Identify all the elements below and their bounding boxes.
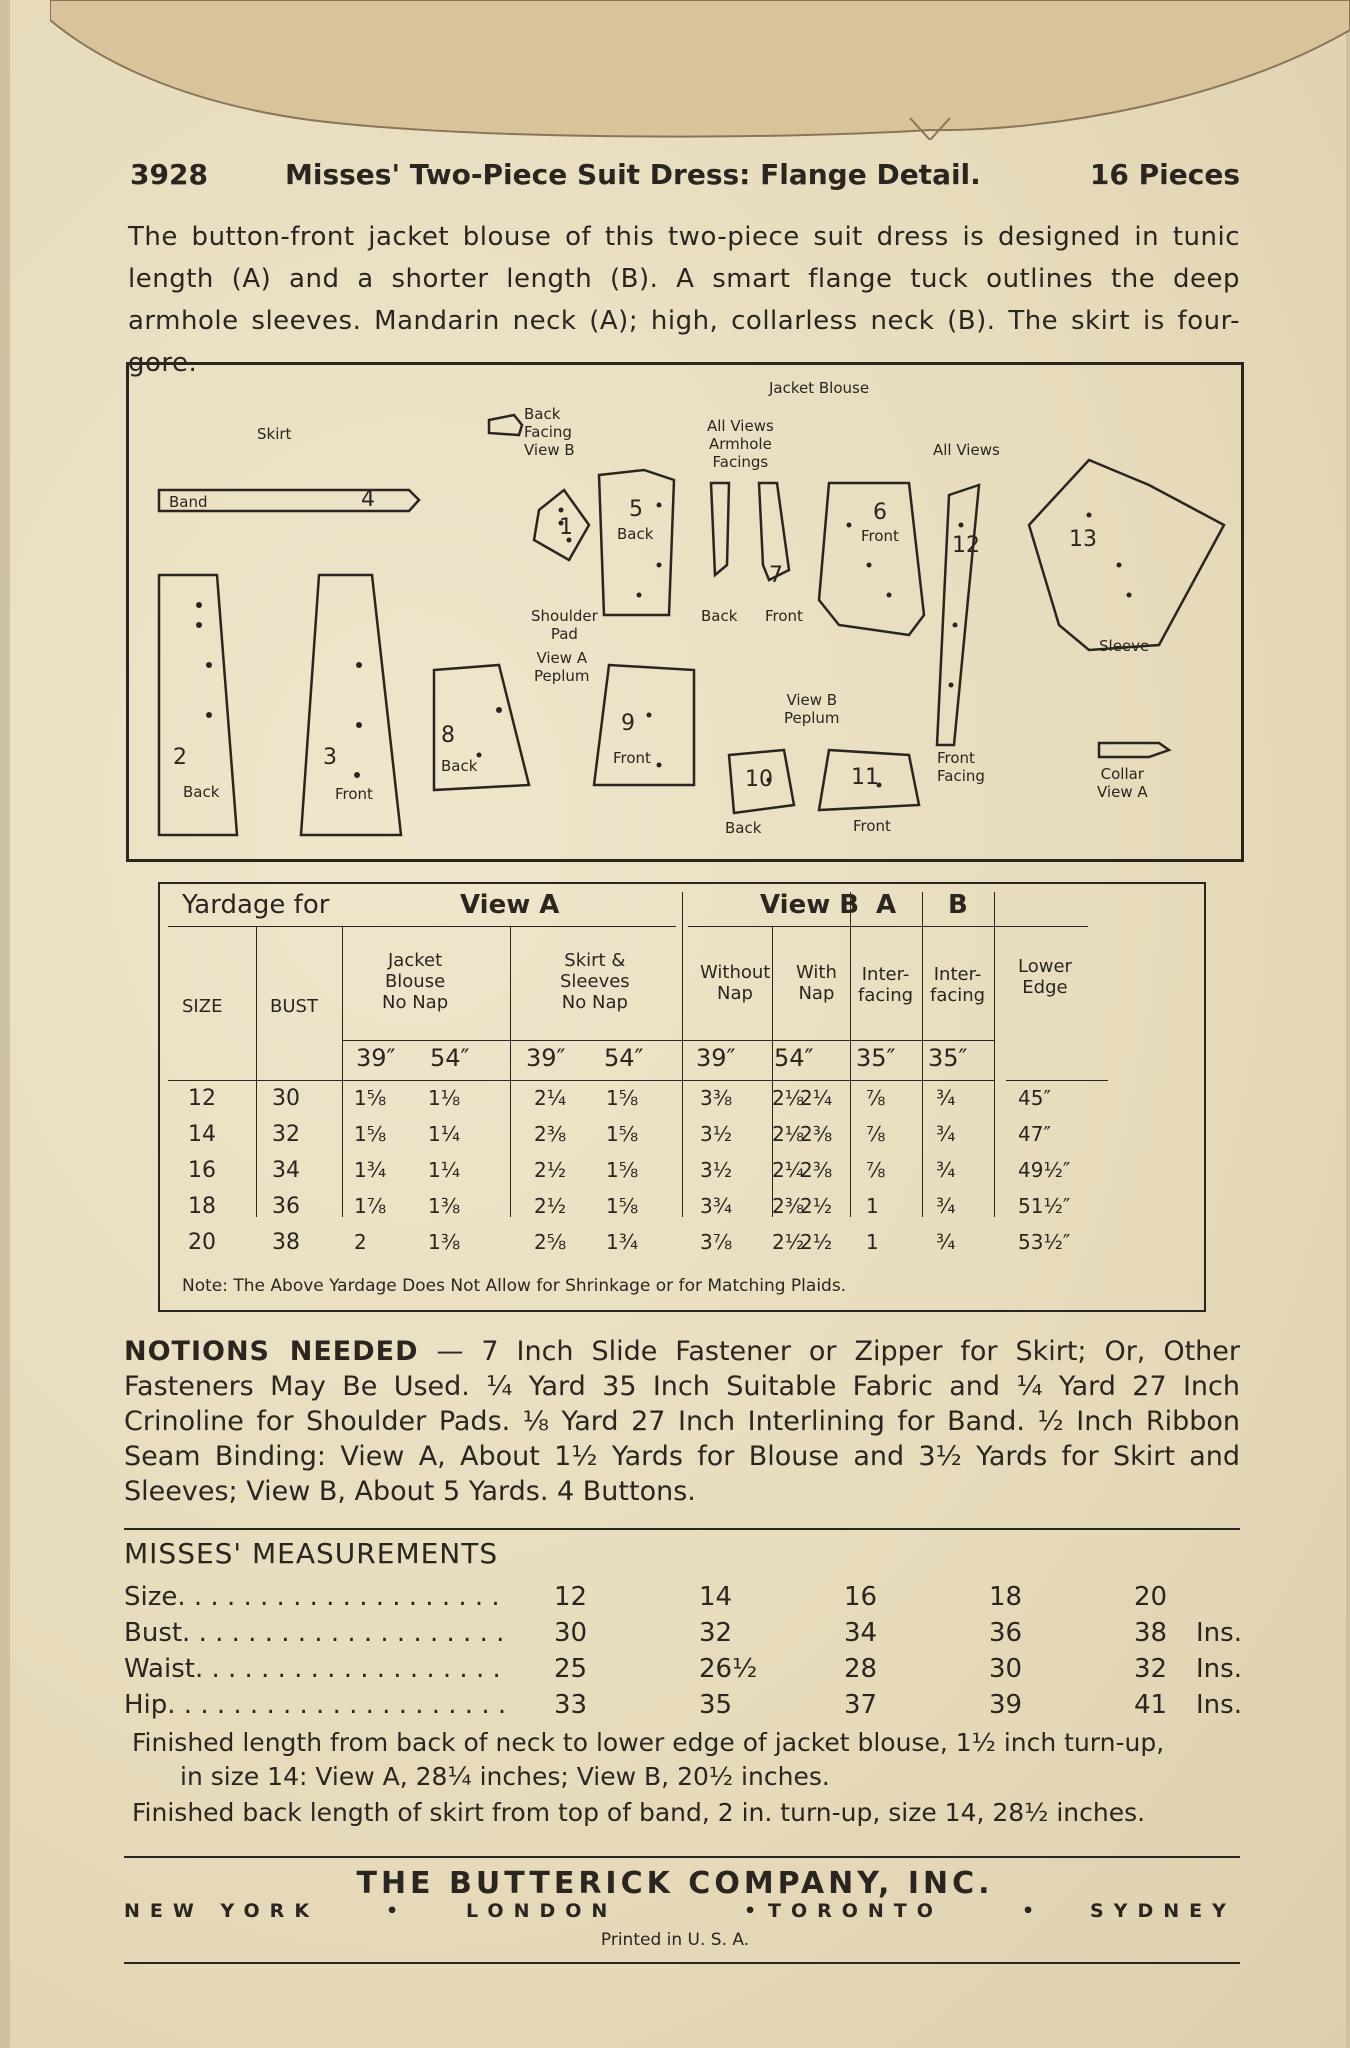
measurement-value: 30 — [554, 1618, 588, 1648]
col-lower-edge: Lower Edge — [1018, 956, 1072, 998]
yardage-cell: ¾ — [936, 1086, 956, 1110]
measurement-label: Bust. . . . . . . . . . . . . . . . . . . . — [124, 1618, 505, 1648]
notions-text: — 7 Inch Slide Fastener or Zipper for Skirt; Or, Other Fasteners May Be Used. ¼ Yard 35 Inch Suitable Fabric and ¼ Yard 27 Inch Crinoline for Shoulder Pads. ⅛ Yard 27 Inch Interlining for Band. ½ Inch Ribbon Seam Binding: View A, About 1½ Yards for Blouse and 3½ Yards for Skirt and Sleeves; View B, About 5 Yards. 4 Buttons. — [124, 1336, 1240, 1507]
measurement-label: Size. . . . . . . . . . . . . . . . . . . . — [124, 1582, 500, 1612]
measurement-value: 32 — [699, 1618, 733, 1648]
yardage-cell: 1¼ — [428, 1158, 461, 1182]
yardage-cell: 2½ — [534, 1158, 567, 1182]
label-peplum-b: View B Peplum — [784, 691, 840, 727]
label-peplum-b-back: Back — [725, 819, 762, 837]
yardage-cell: 1⅝ — [606, 1122, 639, 1146]
label-peplum-b-front: Front — [853, 817, 891, 835]
width-2: 54″ — [430, 1044, 470, 1072]
label-skirt-front: Front — [335, 785, 373, 803]
yardage-cell: 2⅝ — [534, 1230, 567, 1254]
col-without-nap: Without Nap — [700, 962, 771, 1004]
pattern-pieces-diagram — [126, 362, 1244, 862]
piece-armhole-back — [711, 483, 729, 575]
city-bullet: • — [744, 1900, 767, 1922]
measurement-label: Hip. . . . . . . . . . . . . . . . . . . . . — [124, 1690, 507, 1720]
num-front-facing: 12 — [952, 533, 980, 558]
yardage-cell: ⅞ — [866, 1122, 886, 1146]
pieces-drawing — [129, 365, 1241, 859]
notions-heading: NOTIONS NEEDED — [124, 1336, 419, 1367]
label-peplum-a-back: Back — [441, 757, 478, 775]
measurement-unit: Ins. — [1196, 1690, 1242, 1720]
yardage-cell: 1⅜ — [428, 1194, 461, 1218]
yardage-cell: 1⅞ — [354, 1194, 387, 1218]
yardage-cell: 18 — [188, 1194, 216, 1219]
yardage-cell: 3⅞ — [700, 1230, 733, 1254]
yardage-cell: 3½ — [700, 1122, 733, 1146]
yardage-cell: ¾ — [936, 1194, 956, 1218]
view-a-header: View A — [460, 890, 560, 920]
piece-front-facing — [937, 485, 979, 745]
city-london: LONDON — [466, 1900, 618, 1922]
yardage-cell: 1¾ — [354, 1158, 387, 1182]
yardage-cell: 1 — [866, 1194, 879, 1218]
yardage-cell: 32 — [272, 1122, 300, 1147]
city-sydney: SYDNEY — [1090, 1900, 1236, 1922]
col-with-nap: With Nap — [796, 962, 837, 1004]
yardage-cell: 49½″ — [1018, 1158, 1071, 1182]
label-armhole-back: Back — [701, 607, 738, 625]
measurement-value: 14 — [699, 1582, 733, 1612]
yardage-cell: 2¼ — [772, 1158, 805, 1182]
measurement-value: 25 — [554, 1654, 588, 1684]
yardage-cell: 2¼ — [534, 1086, 567, 1110]
label-skirt: Skirt — [257, 425, 292, 443]
yardage-cell: 3½ — [700, 1158, 733, 1182]
piece-peplum-a-front — [594, 665, 694, 785]
label-armhole-front: Front — [765, 607, 803, 625]
finished-length-1a: Finished length from back of neck to lower edge of jacket blouse, 1½ inch turn-up, — [132, 1728, 1165, 1757]
col-interfacing-a: Inter- facing — [858, 964, 914, 1006]
num-blouse-back: 5 — [629, 497, 643, 522]
yardage-cell: 1⅝ — [354, 1086, 387, 1110]
piece-count: 16 Pieces — [1089, 158, 1240, 191]
measurement-unit: Ins. — [1196, 1654, 1242, 1684]
yardage-cell: ¾ — [936, 1122, 956, 1146]
num-shoulder-pad: 1 — [559, 515, 573, 540]
width-1: 39″ — [356, 1044, 396, 1072]
measurement-value: 38 — [1134, 1618, 1168, 1648]
label-collar: Collar View A — [1097, 765, 1148, 801]
yardage-cell: 2½ — [800, 1194, 833, 1218]
col-bust: BUST — [270, 996, 318, 1017]
num-peplum-b-front: 11 — [851, 765, 879, 790]
label-back-facing: Back Facing View B — [524, 405, 575, 459]
yardage-table — [158, 882, 1206, 1312]
label-armhole-facings: All Views Armhole Facings — [707, 417, 774, 471]
num-skirt-front: 3 — [323, 745, 337, 770]
num-blouse-front: 6 — [873, 500, 887, 525]
measurement-row — [124, 1690, 1244, 1724]
label-skirt-back: Back — [183, 783, 220, 801]
width-8: 35″ — [856, 1044, 896, 1072]
piece-sleeve — [1029, 460, 1224, 650]
width-4: 54″ — [604, 1044, 644, 1072]
pattern-header — [130, 158, 1240, 198]
piece-collar — [1099, 743, 1169, 757]
yardage-cell: 1⅝ — [606, 1158, 639, 1182]
col-b-header: B — [948, 890, 968, 920]
yardage-cell: 2⅜ — [772, 1194, 805, 1218]
measurement-value: 32 — [1134, 1654, 1168, 1684]
yardage-cell: 30 — [272, 1086, 300, 1111]
yardage-cell: 16 — [188, 1158, 216, 1183]
yardage-title: Yardage for — [182, 890, 330, 920]
pattern-number: 3928 — [130, 158, 208, 191]
measurement-value: 36 — [989, 1618, 1023, 1648]
piece-blouse-front — [819, 483, 924, 635]
col-a-header: A — [876, 890, 897, 920]
measurement-value: 28 — [844, 1654, 878, 1684]
yardage-cell: 2⅜ — [800, 1158, 833, 1182]
envelope-flap — [50, 0, 1350, 140]
col-interfacing-b: Inter- facing — [930, 964, 986, 1006]
measurement-row — [124, 1582, 1244, 1616]
yardage-cell: 1⅜ — [428, 1230, 461, 1254]
label-jacket-blouse: Jacket Blouse — [769, 379, 870, 397]
yardage-cell: 1 — [866, 1230, 879, 1254]
label-blouse-front: Front — [861, 527, 899, 545]
measurement-value: 18 — [989, 1582, 1023, 1612]
width-6: 54″ — [774, 1044, 814, 1072]
measurement-value: 20 — [1134, 1582, 1168, 1612]
num-band: 4 — [361, 487, 375, 512]
measurement-value: 12 — [554, 1582, 588, 1612]
num-sleeve: 13 — [1069, 527, 1097, 552]
label-peplum-a: View A Peplum — [534, 649, 590, 685]
divider — [124, 1856, 1240, 1858]
yardage-cell: ⅞ — [866, 1086, 886, 1110]
finished-length-2: Finished back length of skirt from top of band, 2 in. turn-up, size 14, 28½ inches. — [132, 1798, 1146, 1827]
yardage-note: Note: The Above Yardage Does Not Allow for Shrinkage or for Matching Plaids. — [182, 1276, 847, 1296]
measurement-row — [124, 1654, 1244, 1688]
divider — [124, 1528, 1240, 1530]
measurement-value: 33 — [554, 1690, 588, 1720]
measurement-label: Waist. . . . . . . . . . . . . . . . . . . — [124, 1654, 501, 1684]
city-bullet: • — [386, 1900, 409, 1922]
num-skirt-back: 2 — [173, 745, 187, 770]
label-band: Band — [169, 493, 208, 511]
company-cities — [124, 1900, 1240, 1926]
yardage-cell: 36 — [272, 1194, 300, 1219]
city-toronto: TORONTO — [768, 1900, 943, 1922]
city-bullet: • — [1022, 1900, 1045, 1922]
col-size: SIZE — [182, 996, 223, 1017]
width-3: 39″ — [526, 1044, 566, 1072]
yardage-cell: 1¾ — [606, 1230, 639, 1254]
pattern-description: The button-front jacket blouse of this two-piece suit dress is designed in tunic length (A) and a shorter length (B). A smart flange tuck outlines the deep armhole sleeves. Mandarin neck (A); high, collarless neck (B). The skirt is four-gore. — [128, 222, 1240, 378]
yardage-cell: 1⅝ — [606, 1086, 639, 1110]
num-peplum-b-back: 10 — [745, 767, 773, 792]
label-shoulder-pad: Shoulder Pad — [531, 607, 598, 643]
measurement-value: 26½ — [699, 1654, 758, 1684]
piece-back-facing — [489, 415, 522, 435]
num-armhole-front: 7 — [769, 563, 783, 588]
yardage-cell: 2½ — [772, 1230, 805, 1254]
measurement-value: 30 — [989, 1654, 1023, 1684]
yardage-cell: 45″ — [1018, 1086, 1051, 1110]
yardage-cell: 1¼ — [428, 1122, 461, 1146]
col-skirt: Skirt & Sleeves No Nap — [560, 950, 630, 1013]
yardage-cell: 2⅛ — [772, 1086, 805, 1110]
pattern-title: Misses' Two-Piece Suit Dress: Flange Detail. — [285, 158, 981, 191]
label-all-views: All Views — [933, 441, 1000, 459]
measurement-value: 16 — [844, 1582, 878, 1612]
col-jacket: Jacket Blouse No Nap — [382, 950, 449, 1013]
yardage-cell: 3¾ — [700, 1194, 733, 1218]
measurement-value: 35 — [699, 1690, 733, 1720]
yardage-cell: 38 — [272, 1230, 300, 1255]
num-peplum-a-back: 8 — [441, 723, 455, 748]
yardage-cell: ⅞ — [866, 1158, 886, 1182]
yardage-cell: 1⅝ — [606, 1194, 639, 1218]
yardage-cell: 20 — [188, 1230, 216, 1255]
yardage-cell: 2⅛ — [772, 1122, 805, 1146]
yardage-cell: ¾ — [936, 1230, 956, 1254]
yardage-cell: 14 — [188, 1122, 216, 1147]
measurement-value: 37 — [844, 1690, 878, 1720]
measurement-unit: Ins. — [1196, 1618, 1242, 1648]
width-9: 35″ — [928, 1044, 968, 1072]
yardage-cell: 2½ — [800, 1230, 833, 1254]
label-peplum-a-front: Front — [613, 749, 651, 767]
measurement-value: 34 — [844, 1618, 878, 1648]
view-b-header: View B — [760, 890, 860, 920]
label-blouse-back: Back — [617, 525, 654, 543]
printed-in: Printed in U. S. A. — [600, 1930, 750, 1950]
label-front-facing: Front Facing — [937, 749, 985, 785]
measurement-value: 41 — [1134, 1690, 1168, 1720]
yardage-cell: 2¼ — [800, 1086, 833, 1110]
yardage-cell: 1⅝ — [354, 1122, 387, 1146]
yardage-cell: 3⅜ — [700, 1086, 733, 1110]
yardage-cell: 2⅜ — [534, 1122, 567, 1146]
yardage-cell: 47″ — [1018, 1122, 1051, 1146]
width-5: 39″ — [696, 1044, 736, 1072]
yardage-cell: 2½ — [534, 1194, 567, 1218]
label-sleeve: Sleeve — [1099, 637, 1150, 655]
yardage-cell: 34 — [272, 1158, 300, 1183]
yardage-cell: ¾ — [936, 1158, 956, 1182]
notions-needed — [124, 1334, 1240, 1509]
city-new-york: NEW YORK — [124, 1900, 320, 1922]
measurement-row — [124, 1618, 1244, 1652]
yardage-cell: 1⅛ — [428, 1086, 461, 1110]
company-name: THE BUTTERICK COMPANY, INC. — [356, 1866, 994, 1901]
measurements-title: MISSES' MEASUREMENTS — [124, 1537, 499, 1570]
yardage-cell: 12 — [188, 1086, 216, 1111]
yardage-cell: 2 — [354, 1230, 367, 1254]
yardage-cell: 51½″ — [1018, 1194, 1071, 1218]
yardage-cell: 2⅜ — [800, 1122, 833, 1146]
divider — [124, 1962, 1240, 1964]
yardage-cell: 53½″ — [1018, 1230, 1071, 1254]
finished-length-1b: in size 14: View A, 28¼ inches; View B, 20½ inches. — [180, 1762, 830, 1791]
num-peplum-a-front: 9 — [621, 711, 635, 736]
measurement-value: 39 — [989, 1690, 1023, 1720]
